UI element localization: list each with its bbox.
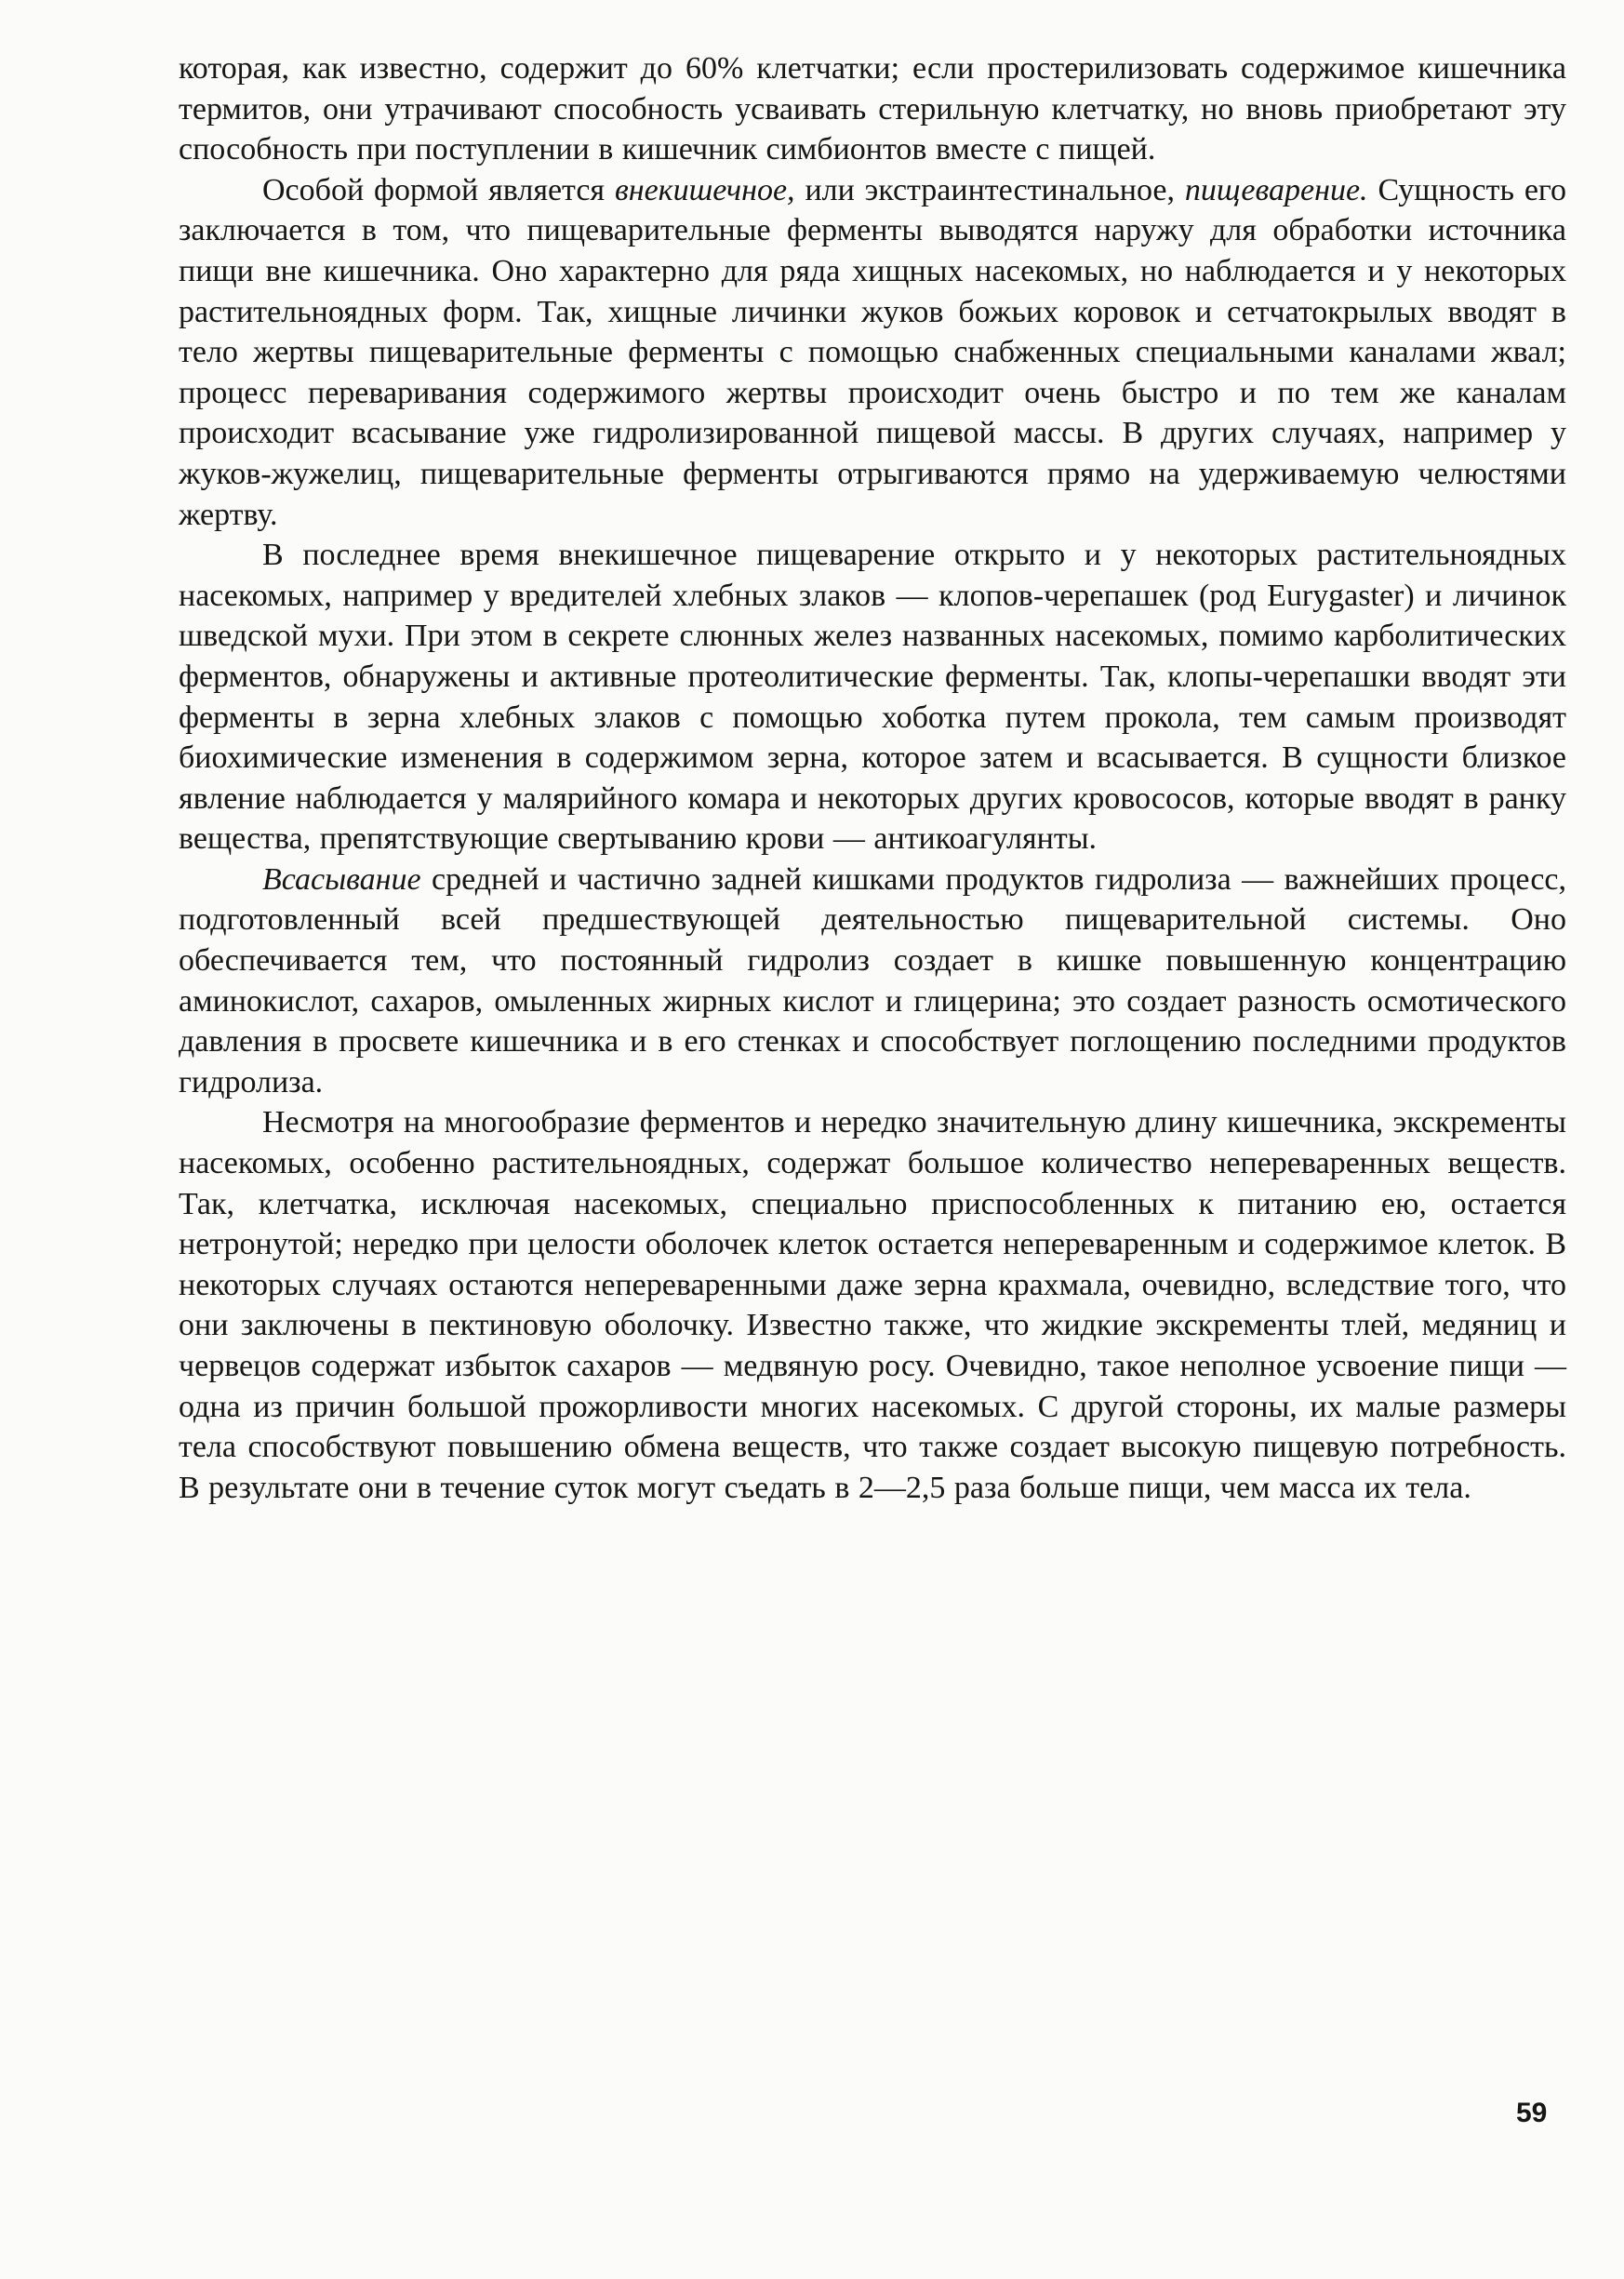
paragraph-text: Особой формой является (262, 172, 615, 207)
paragraph-text: Сущность его заключается в том, что пищеварительные ферменты выводятся наружу для обработки источника пищи вне кишечника. Оно характерно для ряда хищных насекомых, но наблюдается и у некоторых растительноядных форм. Так, хищные личинки жуков божьих коровок и сетчатокрылых вводят в тело жертвы пищеварительные ферменты с помощью снабженных специальными каналами жвал; процесс переваривания содержимого жертвы происходит очень быстро и по тем же каналам происходит всасывание уже гидролизированной пищевой массы. В других случаях, например у жуков-жужелиц, пищеварительные ферменты отрыгиваются прямо на удерживаемую челюстями жертву. (179, 172, 1567, 532)
body-text (179, 48, 1566, 1508)
page-number: 59 (1516, 2098, 1548, 2128)
paragraph-text: средней и частично задней кишками продуктов гидролиза — важнейших процесс, подготовленный всей предшествующей деятельностью пищеварительной системы. Оно обеспечивается тем, что постоянный гидролиз создает в кишке повышенную концентрацию аминокислот, сахаров, омыленных жирных кислот и глицерина; это создает разность осмотического давления в просвете кишечника и в его стенках и способствует поглощению последними продуктов гидролиза. (179, 861, 1566, 1100)
paragraph-continued (179, 48, 1566, 170)
paragraph-text: В последнее время внекишечное пищеварение открыто и у некоторых растительноядных насекомых, например у вредителей хлебных злаков — клопов-черепашек (род Eurygaster) и личинок шведской мухи. При этом в секрете слюнных желез названных насекомых, помимо карболитических ферментов, обнаружены и активные протеолитические ферменты. Так, клопы-черепашки вводят эти ферменты в зерна хлебных злаков с помощью хоботка путем прокола, тем самым производят биохимические изменения в содержимом зерна, которое затем и всасывается. В сущности близкое явление наблюдается у малярийного комара и некоторых других кровососов, которые вводят в ранку вещества, препятствующие свертыванию крови — антикоагулянты. (179, 538, 1566, 857)
paragraph-text: Несмотря на многообразие ферментов и нередко значительную длину кишечника, экскременты насекомых, особенно растительноядных, содержат большое количество непереваренных веществ. Так, клетчатка, исключая насекомых, специально приспособленных к питанию ею, остается нетронутой; нередко при целости оболочек клеток остается непереваренным и содержимое клеток. В некоторых случаях остаются непереваренными даже зерна крахмала, очевидно, вследствие того, что они заключены в пектиновую оболочку. Известно также, что жидкие экскременты тлей, медяниц и червецов содержат избыток сахаров — медвяную росу. Очевидно, такое неполное усвоение пищи — одна из причин большой прожорливости многих насекомых. С другой стороны, их малые размеры тела способствуют повышению обмена веществ, что также создает высокую пищевую потребность. В результате они в течение суток могут съедать в 2—2,5 раза больше пищи, чем масса их тела. (179, 1105, 1566, 1505)
paragraph-text: или экстраинтестинальное, (794, 172, 1185, 207)
italic-term: Всасывание (262, 861, 421, 897)
paragraph-herbivorous-insects (179, 535, 1566, 860)
italic-term: внекишечное, (614, 172, 795, 207)
paragraph-excrement (179, 1102, 1566, 1508)
paragraph-absorption (179, 860, 1566, 1103)
italic-term: пищеварение. (1184, 172, 1368, 207)
paragraph-text: которая, как известно, содержит до 60% клетчатки; если простерилизовать содержимое кишечника термитов, они утрачивают способность усваивать стерильную клетчатку, но вновь приобретают эту способность при поступлении в кишечник симбионтов вместе с пищей. (179, 51, 1566, 167)
paragraph-extraintestinal-digestion (179, 170, 1566, 535)
